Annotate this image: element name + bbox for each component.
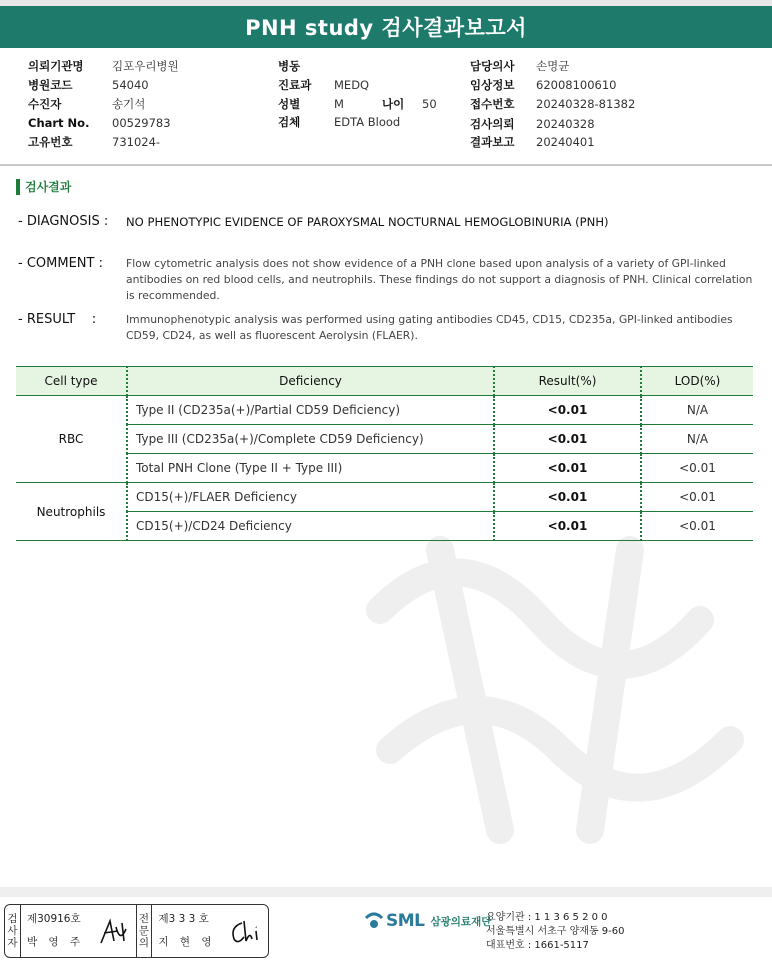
examiner-vertical-label: 검 사 자 <box>5 905 21 957</box>
table-row <box>16 512 753 541</box>
address-line: 요양기관 : 1 1 3 6 5 2 0 0 <box>486 912 608 923</box>
info-department: 진료과 MEDQ <box>278 78 370 92</box>
sml-logo <box>364 910 491 932</box>
info-request-date: 검사의뢰 20240328 <box>470 117 595 131</box>
cell-type-rbc: RBC <box>16 396 127 483</box>
cell-lod: N/A <box>641 396 753 425</box>
table-row <box>16 483 753 512</box>
info-receipt-no: 접수번호 20240328-81382 <box>470 97 636 111</box>
cell-result: <0.01 <box>494 454 641 483</box>
section-heading: 검사결과 <box>16 178 71 195</box>
sml-mark-icon <box>364 910 384 932</box>
cell-deficiency: Type II (CD235a(+)/Partial CD59 Deficiency) <box>127 396 494 425</box>
specialist-name: 지 현 영 <box>158 936 216 948</box>
info-hospital-code: 병원코드 54040 <box>28 78 149 92</box>
cell-type-neutrophils: Neutrophils <box>16 483 127 541</box>
col-header-result: Result(%) <box>494 367 641 396</box>
result-label: - RESULT : <box>18 312 97 327</box>
cell-lod: <0.01 <box>641 454 753 483</box>
comment-text: Flow cytometric analysis does not show evidence of a PNH clone based upon analysis of a variety of GPI-linked antibodies on red blood cells, and neutrophils. These findings do not support a diagnosis of PNH. Clinical correlation is recommended. <box>126 257 753 302</box>
table-row <box>16 425 753 454</box>
info-sex: 성별 M 나이 50 <box>278 97 437 111</box>
examiner-name: 박 영 주 <box>26 936 85 948</box>
diagnosis-label: - DIAGNOSIS : <box>18 214 109 229</box>
org-address <box>486 911 625 953</box>
comment-label: - COMMENT : <box>18 256 103 271</box>
cell-lod: <0.01 <box>641 483 753 512</box>
cell-deficiency: Type III (CD235a(+)/Complete CD59 Deficiency) <box>127 425 494 454</box>
address-line: 대표번호 : 1661-5117 <box>486 940 589 951</box>
info-patient-name: 수진자 송기석 <box>28 97 146 111</box>
comment-block <box>18 256 758 304</box>
specialist-signature <box>228 917 262 947</box>
examiner-cell <box>21 905 137 957</box>
info-specimen: 검체 EDTA Blood <box>278 115 401 129</box>
cell-lod: N/A <box>641 425 753 454</box>
specialist-cell <box>152 905 268 957</box>
cell-result: <0.01 <box>494 512 641 541</box>
specialist-vertical-label: 전 문 의 <box>137 905 153 957</box>
col-header-deficiency: Deficiency <box>127 367 494 396</box>
signature-box <box>4 904 269 958</box>
cell-deficiency: CD15(+)/CD24 Deficiency <box>127 512 494 541</box>
cell-result: <0.01 <box>494 483 641 512</box>
age-label: 나이 <box>382 97 405 111</box>
table-row <box>16 454 753 483</box>
info-divider <box>0 164 772 166</box>
cell-deficiency: Total PNH Clone (Type II + Type III) <box>127 454 494 483</box>
info-doctor: 담당의사 손명균 <box>470 59 570 73</box>
info-clinical: 임상정보 62008100610 <box>470 78 617 92</box>
report-title: PNH study 검사결과보고서 <box>245 16 527 40</box>
address-line: 서울특별시 서초구 양재동 9-60 <box>486 926 625 937</box>
cell-deficiency: CD15(+)/FLAER Deficiency <box>127 483 494 512</box>
table-header-row <box>16 367 753 396</box>
info-unique-no: 고유번호 731024- <box>28 135 161 149</box>
specialist-license: 제3 3 3 호 <box>158 913 209 925</box>
info-ward: 병동 <box>278 59 301 73</box>
watermark-logo <box>300 490 772 890</box>
diagnosis-block <box>18 214 758 230</box>
info-chart-no: Chart No. 00529783 <box>28 116 171 130</box>
result-table <box>16 366 753 541</box>
footer-divider <box>0 887 772 897</box>
section-marker <box>16 179 20 195</box>
result-block <box>18 312 758 344</box>
logo-text: SML <box>386 911 425 931</box>
result-text: Immunophenotypic analysis was performed using gating antibodies CD45, CD15, CD235a, GPI-linked antibodies CD59, CD24, as well as fluorescent Aerolysin (FLAER). <box>126 313 733 342</box>
examiner-license: 제30916호 <box>26 913 81 925</box>
org-name: 삼광의료재단 <box>430 915 492 928</box>
col-header-celltype: Cell type <box>16 367 127 396</box>
age-value: 50 <box>422 97 437 111</box>
report-header <box>0 0 772 48</box>
cell-result: <0.01 <box>494 425 641 454</box>
table-row <box>16 396 753 425</box>
cell-result: <0.01 <box>494 396 641 425</box>
info-hospital: 의뢰기관명 김포우리병원 <box>28 59 179 73</box>
cell-lod: <0.01 <box>641 512 753 541</box>
examiner-signature <box>98 917 130 947</box>
info-report-date: 결과보고 20240401 <box>470 135 595 149</box>
diagnosis-text: NO PHENOTYPIC EVIDENCE OF PAROXYSMAL NOCTURNAL HEMOGLOBINURIA (PNH) <box>126 215 609 229</box>
patient-info <box>0 56 772 164</box>
col-header-lod: LOD(%) <box>641 367 753 396</box>
